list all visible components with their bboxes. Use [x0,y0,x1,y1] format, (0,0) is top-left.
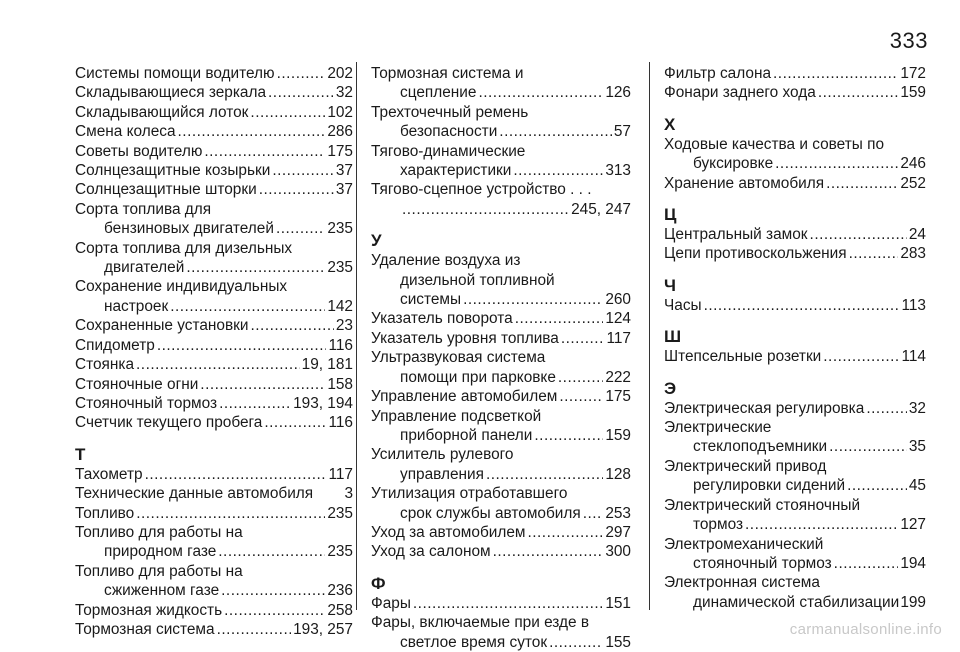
index-entry [371,348,631,387]
index-entry-term: Стоянка [75,356,135,374]
index-entry-term: Ходовые качества и советы по [664,135,885,153]
page-reference[interactable]: 45 [908,477,926,495]
dot-leader [826,174,898,193]
page-reference[interactable]: 172 [900,65,926,82]
index-entry [75,523,353,562]
dot-leader [268,83,334,102]
index-entry-term: Тормозная жидкость [75,601,223,619]
index-entry [75,394,353,413]
index-entry [664,399,926,418]
index-entry [75,200,353,239]
index-entry [371,180,631,219]
page-reference[interactable]: 199 [900,593,926,611]
dot-leader [561,329,605,348]
dot-leader [818,83,899,102]
index-entry [664,225,926,244]
index-entry [75,504,353,523]
index-entry-term: Электрические [664,419,772,437]
index-entry-term: безопасности [400,123,498,141]
index-entry [75,620,353,639]
dot-leader [499,122,612,141]
index-entry [75,484,353,503]
index-entry [75,161,353,180]
index-entry-term: Управление автомобилем [371,388,558,406]
index-entry-term: Штепсельные розетки [664,348,822,366]
page-reference[interactable]: 155 [605,633,631,651]
page-reference[interactable]: 127 [900,516,926,534]
page-reference[interactable]: 57 [613,123,631,141]
index-entry-term: Электронная система [664,574,820,592]
index-entry-term: Усилитель рулевого [371,446,514,464]
index-entry [75,239,353,278]
index-entry-term: тормоз [693,516,744,534]
dot-leader [534,426,603,445]
page-reference[interactable]: 235 [327,220,353,238]
index-entry [371,103,631,142]
column-divider [649,62,650,610]
page-reference[interactable]: 283 [900,245,926,263]
dot-leader [823,347,899,366]
index-entry [371,542,631,561]
index-entry-term: системы [400,291,462,309]
index-entry [75,562,353,601]
index-entry-term: Тягово-сцепное устройство . . . [371,181,592,199]
section-letter-heading: У [371,231,382,251]
index-entry-term: Топливо для работы на [75,562,243,580]
page-reference[interactable]: 128 [605,465,631,483]
index-entry [664,418,926,457]
page-reference[interactable]: 159 [900,84,926,102]
index-entry [75,103,353,122]
index-entry-term: Указатель уровня топлива [371,329,559,347]
dot-leader [493,542,604,561]
index-entry-term: Складывающиеся зеркала [75,84,267,102]
dot-leader [204,142,325,161]
index-entry [75,277,353,316]
column-divider [356,62,357,610]
index-entry [75,413,353,432]
page-reference[interactable]: 253 [605,504,631,522]
page-reference[interactable]: 245, 247 [571,200,631,218]
index-entry-term: Центральный замок [664,226,808,244]
index-entry-term: Уход за салоном [371,543,491,561]
index-entry [75,180,353,199]
index-entry [371,445,631,484]
index-entry [75,355,353,374]
dot-leader [583,504,604,523]
page-reference[interactable]: 222 [605,368,631,386]
dot-leader [277,64,326,83]
page-reference[interactable]: 114 [901,348,926,366]
section-letter-heading: Э [664,378,677,398]
index-entry-term: Спидометр [75,336,155,354]
index-entry-term: Тахометр [75,465,143,483]
index-entry-term: Фонари заднего хода [664,84,816,102]
index-entry-term: дизельной топливной [400,271,555,289]
dot-leader [250,103,325,122]
page-reference[interactable]: 158 [327,375,353,393]
page-reference[interactable]: 37 [335,162,353,180]
index-entry-term: Системы помощи водителю [75,65,275,82]
page-reference[interactable]: 35 [908,438,926,456]
page-reference[interactable]: 175 [327,142,353,160]
index-entry-term: стеклоподъемники [693,438,828,456]
index-entry [75,601,353,620]
dot-leader [866,399,907,418]
index-entry [75,142,353,161]
page-reference[interactable]: 3 [344,485,353,503]
dot-leader [136,355,300,374]
index-entry-term: стояночный тормоз [693,554,832,572]
index-entry [664,535,926,574]
dot-leader [251,316,334,335]
dot-leader [775,154,898,173]
index-entry [664,457,926,496]
dot-leader [224,601,325,620]
dot-leader [558,368,603,387]
dot-leader [773,64,898,83]
dot-leader [704,296,900,315]
index-entry-term: Топливо для работы на [75,523,243,541]
index-entry-term: Электрический привод [664,457,827,475]
index-entry-term: Технические данные автомобиля [75,485,314,503]
page-reference[interactable]: 246 [900,155,926,173]
page-reference[interactable]: 235 [327,543,353,561]
page-reference[interactable]: 159 [605,426,631,444]
index-entry-term: Стояночные огни [75,375,199,393]
page-reference[interactable]: 102 [327,103,353,121]
index-entry-term: Тормозная система и [371,65,524,82]
index-entry-term: настроек [104,297,169,315]
index-entry-term: Ультразвуковая система [371,349,546,367]
index-entry-term: Часы [664,296,702,314]
page-reference[interactable]: 286 [327,123,353,141]
page-reference[interactable]: 37 [335,181,353,199]
index-entry-term: Счетчик текущего пробега [75,414,263,432]
page-reference[interactable]: 24 [908,226,926,244]
page-reference[interactable]: 116 [328,336,353,354]
dot-leader [559,387,603,406]
page-reference[interactable]: 175 [605,388,631,406]
page-reference[interactable]: 194 [900,554,926,572]
page-reference[interactable]: 113 [901,296,926,314]
index-entry [75,465,353,484]
page-reference[interactable]: 300 [605,543,631,561]
dot-leader [217,620,292,639]
index-entry-term: Хранение автомобиля [664,174,825,192]
index-entry-term: буксировке [693,155,774,173]
dot-leader [259,180,334,199]
index-entry [664,296,926,315]
index-entry [371,309,631,328]
dot-leader [200,375,325,394]
index-entry-term: динамической стабилизации [693,593,900,611]
index-entry [664,135,926,174]
index-entry-term: бензиновых двигателей [104,220,274,238]
page-reference[interactable]: 32 [335,84,353,102]
dot-leader [276,219,325,238]
index-entry-term: регулировки сидений [693,477,846,495]
dot-leader [218,542,325,561]
dot-leader [549,633,603,652]
dot-leader [745,515,898,534]
section-letter-heading: Ф [371,573,386,593]
dot-leader [478,83,603,102]
index-entry [75,375,353,394]
dot-leader [513,161,603,180]
index-entry [371,484,631,523]
index-entry [664,244,926,263]
index-entry-term: Тягово-динамические [371,142,526,160]
index-entry-term: Солнцезащитные шторки [75,181,257,199]
index-entry-term: Удаление воздуха из [371,252,521,270]
index-entry-term: Топливо [75,504,135,522]
section-letter-heading: Ц [664,205,677,225]
index-entry [75,336,353,355]
index-entry-term: приборной панели [400,426,533,444]
page-reference[interactable]: 202 [327,65,353,82]
index-entry [371,142,631,181]
index-entry-term: сцепление [400,84,477,102]
dot-leader [272,161,334,180]
page-reference[interactable]: 117 [606,329,631,347]
section-letter-heading: Т [75,444,86,464]
dot-leader [810,225,907,244]
page-reference[interactable]: 193, 257 [293,620,353,638]
index-entry [75,83,353,102]
dot-leader [136,504,325,523]
page-reference[interactable]: 193, 194 [293,394,353,412]
dot-leader [170,297,325,316]
index-entry [75,122,353,141]
index-entry-term: светлое время суток [400,633,548,651]
index-entry-term: Уход за автомобилем [371,523,526,541]
page-reference[interactable]: 19, 181 [301,356,353,374]
index-entry [371,594,631,613]
page-reference[interactable]: 313 [605,162,631,180]
index-entry-term: Фильтр салона [664,65,772,82]
page-reference[interactable]: 151 [605,594,631,612]
dot-leader [527,523,603,542]
index-entry-term: Трехточечный ремень [371,103,529,121]
dot-leader [264,413,326,432]
index-entry-term: Фары, включаемые при езде в [371,614,590,632]
index-entry-term: Электрический стояночный [664,496,861,514]
index-entry [664,64,926,83]
index-entry-term: Стояночный тормоз [75,394,218,412]
page-reference[interactable]: 260 [605,291,631,309]
index-entry-term: управления [400,465,484,483]
index-entry-term: Складывающийся лоток [75,103,249,121]
index-entry [371,613,631,652]
dot-leader [186,258,325,277]
page-reference[interactable]: 23 [335,317,353,335]
index-entry [371,329,631,348]
page-reference[interactable]: 235 [327,259,353,277]
dot-leader [402,200,569,219]
dot-leader [834,554,899,573]
page-reference[interactable]: 116 [328,414,353,432]
index-entry-term: сжиженном газе [104,582,220,600]
page-reference[interactable]: 32 [908,399,926,417]
index-entry-term: Сохранение индивидуальных [75,278,288,296]
index-entry [371,407,631,446]
index-entry-term: Указатель поворота [371,310,513,328]
index-column-1 [75,64,353,639]
dot-leader [145,465,327,484]
index-entry-term: Электромеханический [664,535,824,553]
index-entry-term: Электрическая регулировка [664,399,865,417]
index-entry [371,64,631,103]
page-reference[interactable]: 236 [327,582,353,600]
index-entry-term: Управление подсветкой [371,407,542,425]
page-reference[interactable]: 126 [605,84,631,102]
index-entry [371,523,631,542]
index-entry [664,496,926,535]
page-number: 333 [889,28,928,53]
section-letter-heading: Ч [664,275,676,295]
index-entry-term: характеристики [400,162,512,180]
index-column-3 [664,64,926,612]
dot-leader [847,476,907,495]
dot-leader [486,465,603,484]
index-entry [371,387,631,406]
dot-leader [219,394,291,413]
dot-leader [463,290,603,309]
page-reference[interactable]: 297 [605,523,631,541]
index-entry-term: Утилизация отработавшего [371,485,568,503]
index-entry-term: Тормозная система [75,620,215,638]
index-entry [75,64,353,83]
index-entry-term: Сорта топлива для [75,200,212,218]
dot-leader [157,336,327,355]
index-entry [75,316,353,335]
section-letter-heading: Ш [664,327,682,347]
page-reference[interactable]: 124 [605,310,631,328]
page-reference[interactable]: 117 [328,465,353,483]
page-reference[interactable]: 252 [900,174,926,192]
index-entry-term: Фары [371,594,411,612]
page-reference[interactable]: 235 [327,504,353,522]
dot-leader [221,581,325,600]
dot-leader [178,122,326,141]
index-entry-term: Сохраненные установки [75,317,249,335]
index-entry [664,174,926,193]
index-entry [664,83,926,102]
index-entry-term: двигателей [104,259,185,277]
dot-leader [515,309,604,328]
index-entry [371,251,631,309]
watermark: carmanualsonline.info [789,621,942,638]
index-entry-term: Цепи противоскольжения [664,245,847,263]
index-entry-term: Советы водителю [75,142,203,160]
index-entry-term: Сорта топлива для дизельных [75,239,293,257]
page-reference[interactable]: 258 [327,601,353,619]
index-entry [664,573,926,612]
index-entry [664,347,926,366]
dot-leader [413,594,603,613]
index-entry-term: Смена колеса [75,123,176,141]
index-entry-term: срок службы автомобиля [400,504,581,522]
index-entry-term: природном газе [104,543,217,561]
index-column-2 [371,64,631,652]
index-entry-term: помощи при парковке [400,368,556,386]
page-reference[interactable]: 142 [327,297,353,315]
section-letter-heading: Х [664,114,676,134]
dot-leader [849,244,899,263]
index-entry-term: Солнцезащитные козырьки [75,162,271,180]
dot-leader [829,437,907,456]
